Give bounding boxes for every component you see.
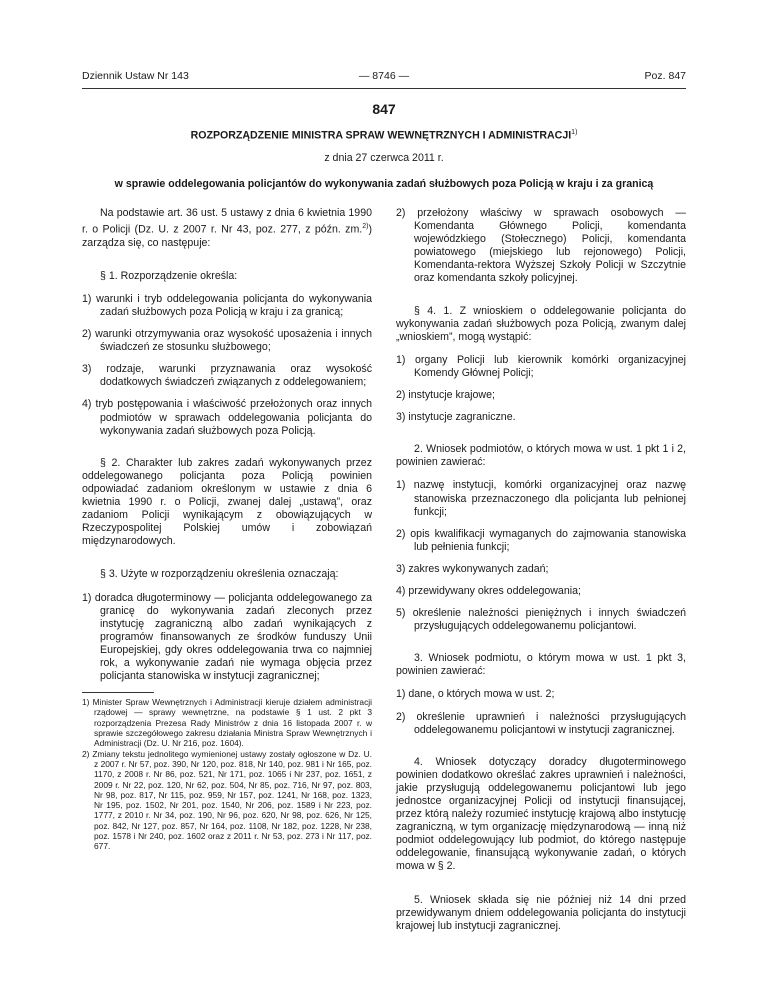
list-item: 2) warunki otrzymywania oraz wysokość uposażenia i innych świadczeń ze stosunku służbowego; xyxy=(82,328,372,354)
document-subject: w sprawie oddelegowania policjantów do wykonywania zadań służbowych poza Policją w kraju i za granicą xyxy=(114,178,654,190)
title-footnote-mark: 1) xyxy=(571,129,578,136)
legal-basis xyxy=(82,207,372,250)
left-column xyxy=(82,207,372,852)
legal-basis-text: Na podstawie art. 36 ust. 5 ustawy z dnia 6 kwietnia 1990 r. o Policji (Dz. U. z 2007 r. Nr 43, poz. 277, z późn. zm. xyxy=(82,207,372,236)
footnote-rule xyxy=(82,692,154,693)
section-3-heading: § 3. Użyte w rozporządzeniu określenia oznaczają: xyxy=(100,568,339,581)
section-4-4: 4. Wniosek dotyczący doradcy długoterminowego powinien dodatkowo określać zakres uprawnień i należności, jakie przysługują oddelegowanemu policjantowi lub jego jednostce organizacyjnej Policji od instytucji finansującej, przez którą należy rozumieć instytucję krajową albo instytucję zagraniczną, w tym organizację międzynarodową — inną niż podmiot oddelegowujący lub podmiot, do którego następuje oddelegowanie, finansującą wykonywanie zadań, o których mowa w § 2. xyxy=(396,755,686,873)
list-item: 2) instytucje krajowe; xyxy=(396,389,495,402)
list-item: 2) przełożony właściwy w sprawach osobowych — Komendanta Głównego Policji, komendanta wojewódzkiego (Stołecznego) Policji, komendanta powiatowego (miejskiego lub rejonowego) Policji, Komendanta-rektora Wyższej Szkoły Policji w Szczytnie oraz komendanta szkoły policyjnej. xyxy=(396,207,686,285)
list-item: 1) nazwę instytucji, komórki organizacyjnej oraz nazwę stanowiska przeznaczonego dla policjanta lub pełnionej funkcji; xyxy=(396,479,686,518)
footnote-mark-2: 2) xyxy=(362,223,369,231)
list-item: 1) organy Policji lub kierownik komórki organizacyjnej Komendy Głównej Policji; xyxy=(396,353,686,379)
list-item: 1) dane, o których mowa w ust. 2; xyxy=(396,688,555,701)
footnote-2: 2) Zmiany tekstu jednolitego wymienionej ustawy zostały ogłoszone w Dz. U. z 2007 r. Nr 57, poz. 390, Nr 120, poz. 818, Nr 140, poz. 981 i Nr 165, poz. 1170, z 2008 r. Nr 86, poz. 521, Nr 171, poz. 1065 i Nr 237, poz. 1651, z 2009 r. Nr 22, poz. 120, Nr 62, poz. 504, Nr 85, poz. 716, Nr 97, poz. 803, Nr 98, poz. 817, Nr 115, poz. 959, Nr 157, poz. 1241, Nr 168, poz. 1323, Nr 195, poz. 1502, Nr 201, poz. 1540, Nr 206, poz. 1589 i Nr 223, poz. 1777, z 2010 r. Nr 34, poz. 190, Nr 96, poz. 620, Nr 98, poz. 626, Nr 125, poz. 842, Nr 127, poz. 857, Nr 164, poz. 1108, Nr 182, poz. 1228, Nr 238, poz. 1578 i Nr 240, poz. 1602 oraz z 2011 r. Nr 53, poz. 273 i Nr 117, poz. 677. xyxy=(82,748,372,852)
document-title xyxy=(82,126,686,143)
section-1-heading: § 1. Rozporządzenie określa: xyxy=(100,269,238,282)
position-ref: Poz. 847 xyxy=(644,70,686,82)
journal-name: Dziennik Ustaw Nr 143 xyxy=(82,70,189,82)
list-item: 5) określenie należności pieniężnych i innych świadczeń przysługujących oddelegowanemu policjantowi. xyxy=(396,607,686,633)
legal-basis-tail: ) zarządza się, co następuje: xyxy=(82,223,372,249)
section-2: § 2. Charakter lub zakres zadań wykonywanych przez oddelegowanego policjanta poza Policją powinien odpowiadać zadaniom określonym w ustawie z dnia 6 kwietnia 1990 r. o Policji, zwanej dalej „ustawą”, oraz zadaniom Policji wynikającym z obowiązujących w Rzeczypospolitej Polskiej umów i zobowiązań międzynarodowych. xyxy=(82,456,372,548)
list-item: 2) określenie uprawnień i należności przysługujących oddelegowanemu policjantowi w instytucji zagranicznej. xyxy=(396,710,686,736)
section-4-1: § 4. 1. Z wnioskiem o oddelegowanie policjanta do wykonywania zadań służbowych poza Policją, zwanym dalej „wnioskiem”, mogą wystąpić: xyxy=(396,304,686,343)
list-item: 2) opis kwalifikacji wymaganych do zajmowania stanowiska lub pełnienia funkcji; xyxy=(396,527,686,553)
section-4-3: 3. Wniosek podmiotu, o którym mowa w ust. 1 pkt 3, powinien zawierać: xyxy=(396,652,686,678)
list-item: 1) doradca długoterminowy — policjanta oddelegowanego za granicę do wykonywania zadań zleconych przez instytucję zagraniczną albo zadań wynikających z programów finansowanych ze środków funduszy Unii Europejskiej, gdy okres oddelegowania trwa co najmniej rok, a wykonywanie zadań nie wymaga objęcia przez policjanta stanowiska w instytucji zagranicznej; xyxy=(82,591,372,683)
section-4-5: 5. Wniosek składa się nie później niż 14 dni przed przewidywanym dniem oddelegowania policjanta do instytucji krajowej lub instytucji zagranicznej. xyxy=(396,893,686,932)
page-number: — 8746 — xyxy=(358,70,410,82)
header-rule xyxy=(82,88,686,89)
footnote-1: 1) Minister Spraw Wewnętrznych i Administracji kieruje działem administracji rządowej — sprawy wewnętrzne, na podstawie § 1 ust. 2 pkt 3 rozporządzenia Prezesa Rady Ministrów z dnia 16 listopada 2007 r. w sprawie szczegółowego zakresu działania Ministra Spraw Wewnętrznych i Administracji (Dz. U. Nr 216, poz. 1604). xyxy=(82,697,372,749)
right-column xyxy=(396,207,686,943)
section-4-2: 2. Wniosek podmiotów, o których mowa w ust. 1 pkt 1 i 2, powinien zawierać: xyxy=(396,443,686,469)
list-item: 4) przewidywany okres oddelegowania; xyxy=(396,584,581,597)
list-item: 3) zakres wykonywanych zadań; xyxy=(396,562,549,575)
list-item: 1) warunki i tryb oddelegowania policjanta do wykonywania zadań służbowych poza Policją w kraju i za granicą; xyxy=(82,292,372,318)
list-item: 3) rodzaje, warunki przyznawania oraz wysokość dodatkowych świadczeń związanych z oddelegowaniem; xyxy=(82,363,372,389)
title-text: ROZPORZĄDZENIE MINISTRA SPRAW WEWNĘTRZNYCH I ADMINISTRACJI xyxy=(190,129,572,142)
list-item: 4) tryb postępowania i właściwość przełożonych oraz innych podmiotów w sprawach oddelegowania policjanta do wykonywania zadań służbowych poza Policją. xyxy=(82,398,372,437)
list-item: 3) instytucje zagraniczne. xyxy=(396,411,516,424)
position-number: 847 xyxy=(372,101,396,117)
running-header xyxy=(82,68,686,84)
document-date: z dnia 27 czerwca 2011 r. xyxy=(324,152,444,164)
